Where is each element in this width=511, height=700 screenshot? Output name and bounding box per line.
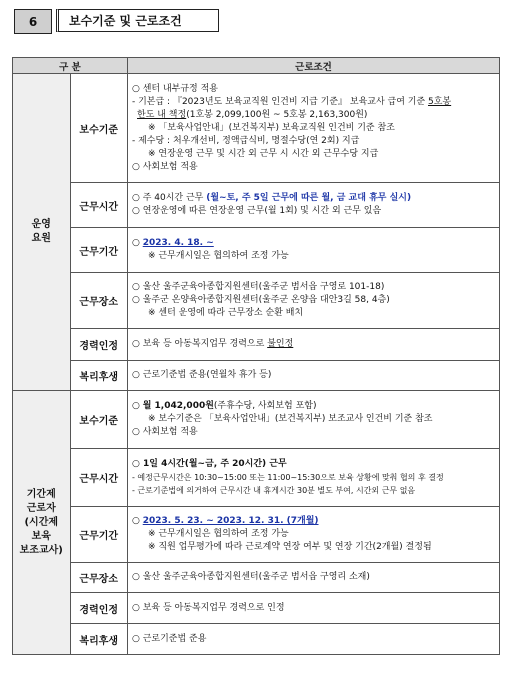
pay-content: ○ 센터 내부규정 적용 - 기본급 : 『2023년도 보육교직원 인건비 지급 기준』 보육교사 급여 기준 5호봉 한도 내 책정(1호봉 2,099,100원 ~ 5호봉 2,163,300원) ※ 「보육사업안내」(보건복지부) 보육교직원 인건비 기준 참조 - 제수당 : 처우개선비, 정액급식비, 명절수당(연 2회) 지급 ※ 연장운영 근무 및 시간 외 근무 시 시간 외 근무수당 지급 ○ 사회보험 적용 — [128, 74, 500, 183]
section-header — [14, 9, 219, 34]
row-label-place: 근무장소 — [70, 273, 128, 329]
table-row — [13, 228, 500, 273]
group-label-parttime: 기간제 근로자 (시간제 보육 보조교사) — [13, 391, 71, 655]
table-row — [13, 563, 500, 593]
place-content: ○ 울산 울주군육아종합지원센터(울주군 범서읍 구영로 101-18) ○ 울주군 온양육아종합지원센터(울주군 온양읍 대안3길 58, 4층) ※ 센터 운영에 따라 근무장소 순환 배치 — [128, 273, 500, 329]
place-content-2: ○ 울산 울주군육아종합지원센터(울주군 범서읍 구영리 소재) — [128, 563, 500, 593]
header-category: 구 분 — [13, 58, 128, 74]
row-label-hours-2: 근무시간 — [70, 449, 128, 507]
period-content: ○ 2023. 4. 18. ~ ※ 근무개시일은 협의하여 조정 가능 — [128, 228, 500, 273]
table-row — [13, 329, 500, 361]
row-label-pay: 보수기준 — [70, 74, 128, 183]
table-row — [13, 361, 500, 391]
welfare-content-2: ○ 근로기준법 준용 — [128, 624, 500, 655]
section-number: 6 — [14, 9, 52, 34]
hours-content-2: ○ 1일 4시간(월~금, 주 20시간) 근무 - 예정근무시간은 10:30~15:00 또는 11:00~15:30으로 보육 상황에 맞춰 협의 후 결정 - 근로기준법에 의거하여 근무시간 내 휴게시간 30분 별도 부여, 시간외 근무 없음 — [128, 449, 500, 507]
row-label-place-2: 근무장소 — [70, 563, 128, 593]
table-row — [13, 391, 500, 449]
row-label-welfare: 복리후생 — [70, 361, 128, 391]
career-content-2: ○ 보육 등 아동복지업무 경력으로 인정 — [128, 593, 500, 624]
group-label-staff: 운영 요원 — [13, 74, 71, 391]
row-label-period: 근무기간 — [70, 228, 128, 273]
table-header-row — [13, 58, 500, 74]
table-row — [13, 273, 500, 329]
row-label-hours: 근무시간 — [70, 183, 128, 228]
row-label-pay-2: 보수기준 — [70, 391, 128, 449]
table-row — [13, 449, 500, 507]
table-row — [13, 74, 500, 183]
welfare-content: ○ 근로기준법 준용(연월차 휴가 등) — [128, 361, 500, 391]
row-label-welfare-2: 복리후생 — [70, 624, 128, 655]
table-row — [13, 183, 500, 228]
row-label-career: 경력인정 — [70, 329, 128, 361]
pay-content-2: ○ 월 1,042,000원(주휴수당, 사회보험 포함) ※ 보수기준은 「보육사업안내」(보건복지부) 보조교사 인건비 기준 참조 ○ 사회보험 적용 — [128, 391, 500, 449]
row-label-career-2: 경력인정 — [70, 593, 128, 624]
header-conditions: 근로조건 — [128, 58, 500, 74]
table-row — [13, 624, 500, 655]
hours-content: ○ 주 40시간 근무 (월~토, 주 5일 근무에 따른 월, 금 교대 휴무 실시) ○ 연장운영에 따른 연장운영 근무(월 1회) 및 시간 외 근무 있음 — [128, 183, 500, 228]
career-content: ○ 보육 등 아동복지업무 경력으로 불인정 — [128, 329, 500, 361]
period-content-2: ○ 2023. 5. 23. ~ 2023. 12. 31. (7개월) ※ 근무개시일은 협의하여 조정 가능 ※ 직원 업무평가에 따라 근로계약 연장 여부 및 연장 기간(2개월) 결정됨 — [128, 507, 500, 563]
row-label-period-2: 근무기간 — [70, 507, 128, 563]
table-row — [13, 593, 500, 624]
conditions-table — [12, 57, 500, 655]
table-row — [13, 507, 500, 563]
section-title: 보수기준 및 근로조건 — [56, 9, 219, 32]
